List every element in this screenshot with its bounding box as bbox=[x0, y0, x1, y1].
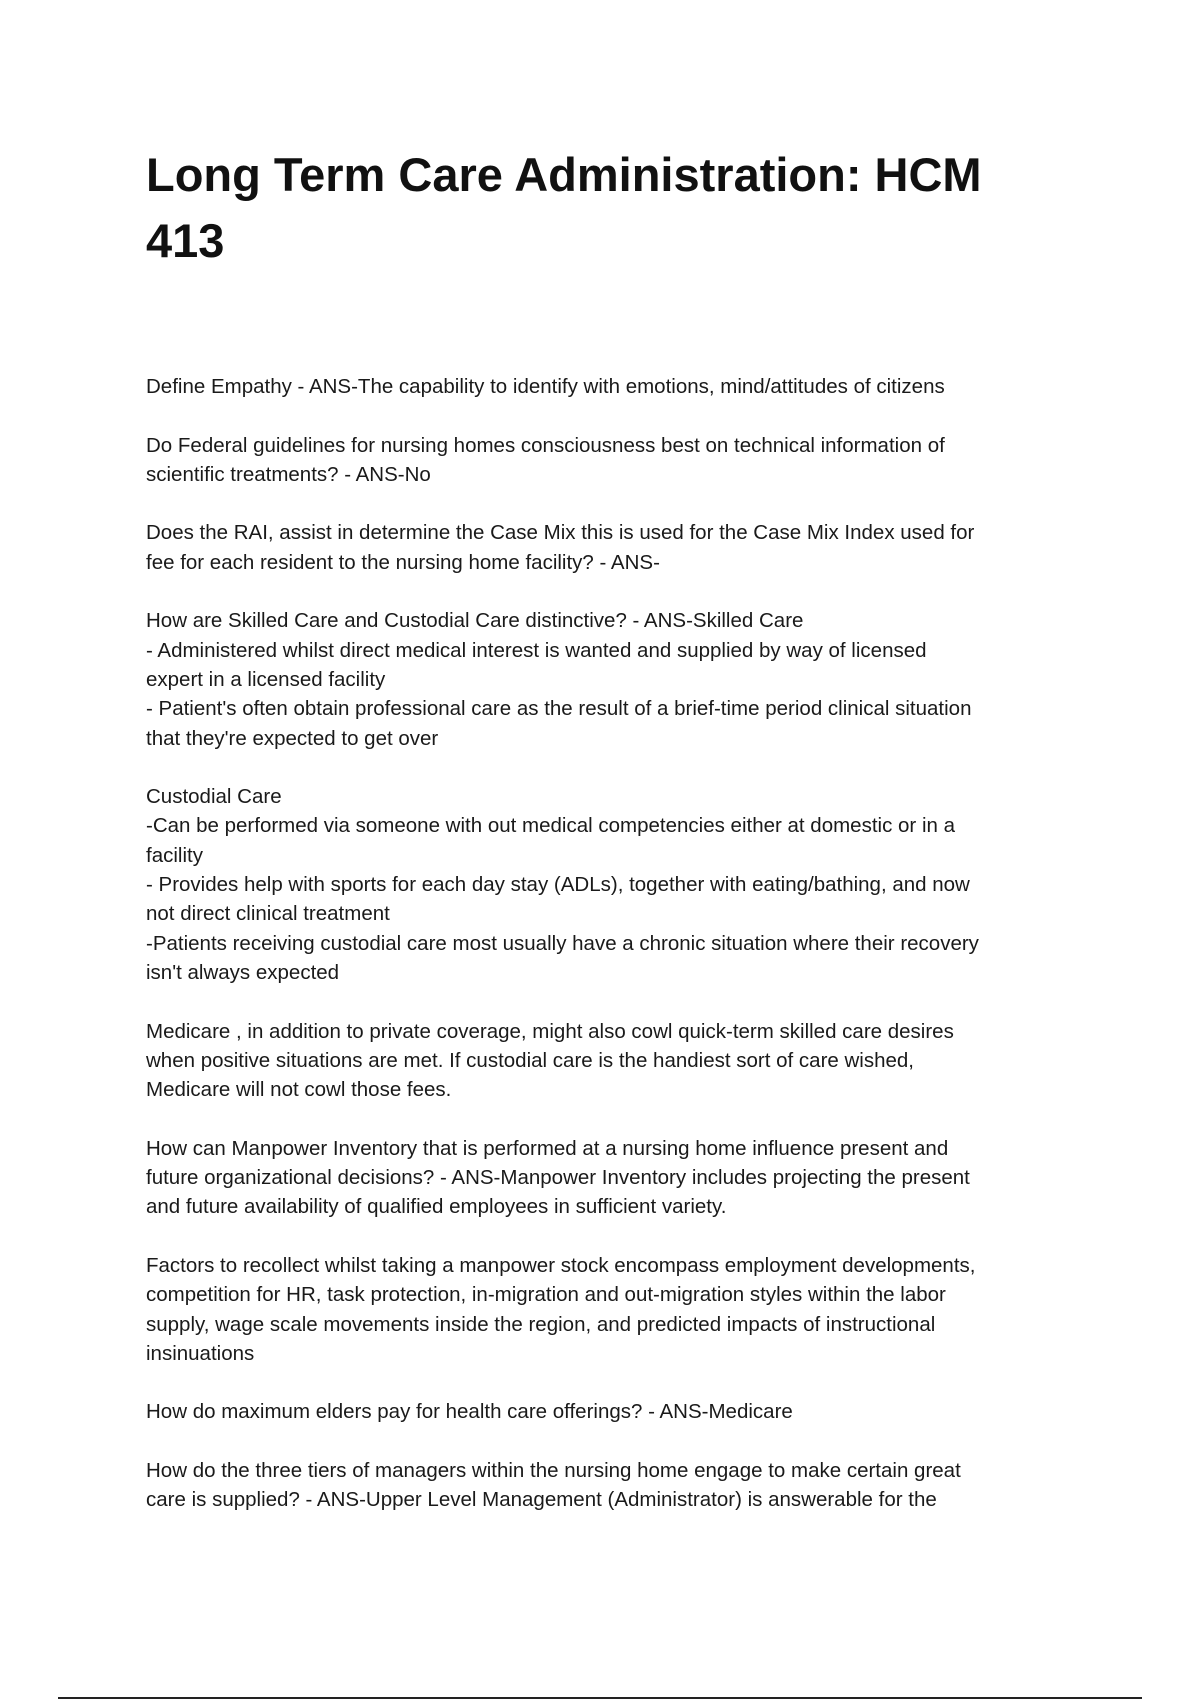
paragraph-three-tiers bbox=[146, 1456, 1061, 1515]
text-line: How are Skilled Care and Custodial Care distinctive? - ANS-Skilled Care bbox=[146, 609, 804, 633]
text-line: Do Federal guidelines for nursing homes consciousness best on technical information of bbox=[146, 433, 945, 457]
text-line: - Provides help with sports for each day stay (ADLs), together with eating/bathing, and now bbox=[146, 873, 970, 897]
text-line: future organizational decisions? - ANS-Manpower Inventory includes projecting the present bbox=[146, 1166, 970, 1190]
paragraph-custodial-care bbox=[146, 782, 1061, 987]
text-line: How can Manpower Inventory that is performed at a nursing home influence present and bbox=[146, 1136, 949, 1160]
title-line: Long Term Care Administration: HCM bbox=[146, 148, 982, 201]
text-line: when positive situations are met. If custodial care is the handiest sort of care wished, bbox=[146, 1048, 914, 1072]
text-line: - Administered whilst direct medical interest is wanted and supplied by way of licensed bbox=[146, 638, 927, 662]
text-line: How do the three tiers of managers within the nursing home engage to make certain great bbox=[146, 1458, 961, 1482]
text-line: Factors to recollect whilst taking a manpower stock encompass employment developments, bbox=[146, 1253, 976, 1277]
title-line: 413 bbox=[146, 214, 225, 267]
text-line: Define Empathy - ANS-The capability to identify with emotions, mind/attitudes of citizens bbox=[146, 375, 945, 398]
text-line: isn't always expected bbox=[146, 960, 340, 984]
paragraph-manpower-inventory bbox=[146, 1134, 1061, 1222]
page-bottom-rule bbox=[58, 1697, 1142, 1699]
text-line: Does the RAI, assist in determine the Case Mix this is used for the Case Mix Index used for bbox=[146, 521, 975, 545]
text-line: -Can be performed via someone with out medical competencies either at domestic or in a bbox=[146, 814, 956, 838]
text-line: - Patient's often obtain professional care as the result of a brief-time period clinical situation bbox=[146, 697, 972, 721]
paragraph-elders-pay bbox=[146, 1397, 1061, 1426]
text-line: and future availability of qualified employees in sufficient variety. bbox=[146, 1195, 727, 1219]
document-body bbox=[146, 372, 1061, 1544]
text-line: competition for HR, task protection, in-migration and out-migration styles within the labor bbox=[146, 1283, 946, 1307]
text-line: insinuations bbox=[146, 1341, 255, 1365]
paragraph-federal-guidelines bbox=[146, 431, 1061, 490]
paragraph-define-empathy bbox=[146, 372, 1061, 401]
text-line: care is supplied? - ANS-Upper Level Management (Administrator) is answerable for the bbox=[146, 1488, 937, 1512]
paragraph-medicare-coverage bbox=[146, 1017, 1061, 1105]
text-line: Medicare , in addition to private coverage, might also cowl quick-term skilled care desires bbox=[146, 1019, 954, 1043]
text-line: fee for each resident to the nursing home facility? - ANS- bbox=[146, 550, 660, 574]
text-line: expert in a licensed facility bbox=[146, 667, 386, 691]
text-line: not direct clinical treatment bbox=[146, 902, 390, 926]
text-line: that they're expected to get over bbox=[146, 726, 439, 750]
text-line: facility bbox=[146, 843, 203, 867]
text-line: Medicare will not cowl those fees. bbox=[146, 1078, 452, 1102]
document-title bbox=[146, 142, 1026, 274]
text-line: -Patients receiving custodial care most usually have a chronic situation where their recovery bbox=[146, 931, 979, 955]
text-line: supply, wage scale movements inside the region, and predicted impacts of instructional bbox=[146, 1312, 936, 1336]
text-line: Custodial Care bbox=[146, 785, 282, 809]
text-line: How do maximum elders pay for health care offerings? - ANS-Medicare bbox=[146, 1400, 793, 1424]
text-line: scientific treatments? - ANS-No bbox=[146, 462, 431, 486]
paragraph-rai-case-mix bbox=[146, 518, 1061, 577]
paragraph-skilled-care bbox=[146, 606, 1061, 752]
paragraph-manpower-factors bbox=[146, 1251, 1061, 1368]
